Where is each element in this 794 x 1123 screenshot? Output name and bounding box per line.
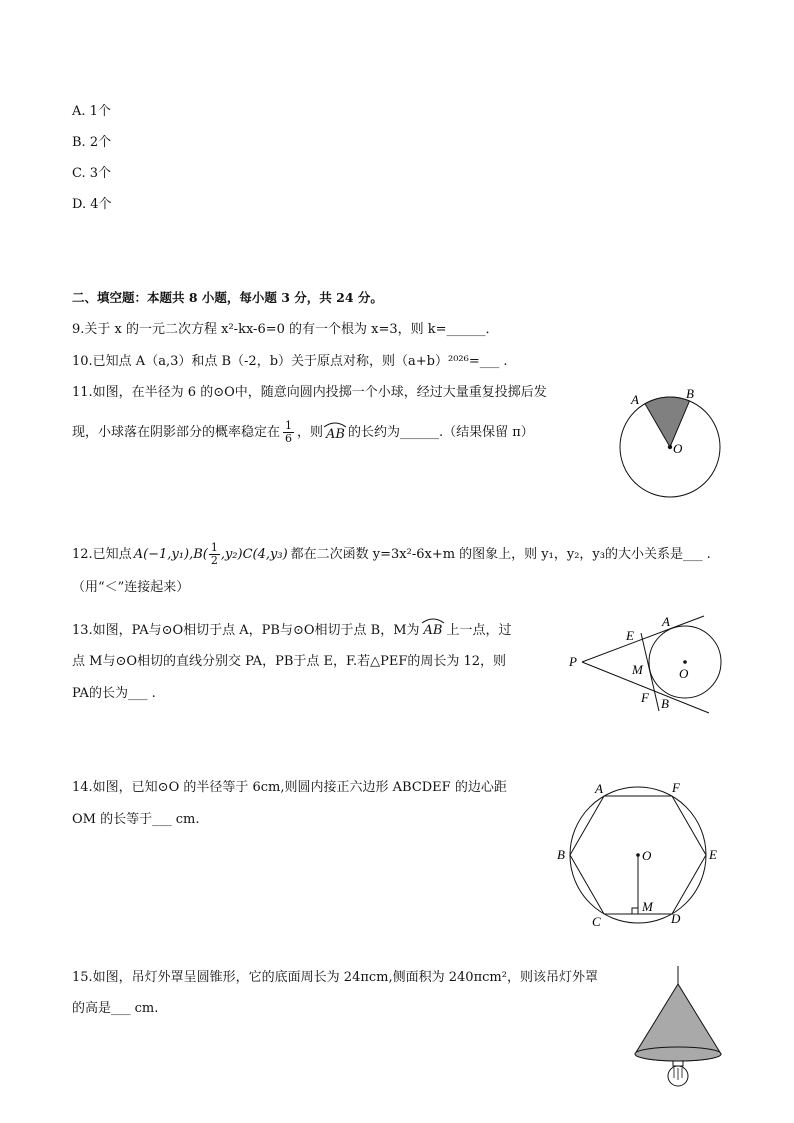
figure-14-inscribed-hexagon [552,778,732,930]
fig14-center-dot [636,853,640,857]
fig11-label-a: A [631,392,639,407]
question-12-line-1 [72,542,711,567]
question-13-line-2: 点 M与⊙O相切的直线分别交 PA，PB于点 E，F.若△PEF的周长为 12，则 [72,654,507,669]
fig13-center-dot [683,660,687,664]
fig13-line-pb [582,662,709,713]
section-heading: 二、填空题：本题共 8 小题，每小题 3 分，共 24 分。 [72,290,383,305]
fig13-label-b: B [661,696,669,711]
fig14-label-d: D [671,911,681,926]
option-c: C. 3个 [72,166,112,181]
fig11-shaded-sector [645,397,690,447]
q13-arc-label: AB [423,623,443,638]
fig11-label-b: B [686,386,694,401]
q12-points-a: A(−1,y₁),B( [133,546,208,562]
fig14-label-m: M [642,899,653,914]
figure-11-circle-sector [612,382,732,502]
arc-symbol-icon [323,421,347,428]
fig15-bulb-socket [673,1061,683,1066]
fig14-label-c: C [592,914,601,929]
q13-text-post: 上一点，过 [446,623,512,638]
question-12-line-2: （用“＜”连接起来） [72,580,190,595]
q12-text-post: 都在二次函数 y=3x²-6x+m 的图象上，则 y₁，y₂，y₃的大小关系是___ . [290,546,711,562]
q12-text-pre: 12.已知点 [72,546,132,562]
arc-symbol-icon [421,617,445,624]
q13-arc-ab [424,618,443,640]
question-13-line-3: PA的长为___ . [72,686,156,701]
fig11-center-dot [668,445,672,449]
q11-fraction-numerator: 1 [285,419,293,432]
fig14-label-f: F [672,780,680,795]
q12-points [134,542,288,567]
fig13-label-p: P [569,654,577,669]
question-14-line-2: OM 的长等于___ cm. [72,812,200,827]
q12-fraction [209,542,220,567]
fig14-right-angle-mark [632,908,638,914]
q11-fraction [283,420,294,445]
fig11-label-o: O [673,441,683,456]
figure-13-tangent-lines [564,610,724,720]
fig14-label-b: B [557,847,565,862]
q11-fraction-denominator: 6 [285,432,293,445]
fig13-label-e: E [626,628,634,643]
fig14-label-o: O [642,848,652,863]
fig14-label-e: E [709,847,717,862]
fig13-label-f: F [641,690,649,705]
question-15-line-2: 的高是___ cm. [72,1001,159,1016]
question-11-line-1: 11.如图，在半径为 6 的⊙O中，随意向圆内投掷一个小球，经过大量重复投掷后发 [72,385,547,400]
option-d: D. 4个 [72,197,112,212]
q11-arc-label: AB [326,426,345,442]
option-a: A. 1个 [72,104,111,119]
q12-fraction-numerator: 1 [210,541,218,554]
fig14-label-a: A [595,781,603,796]
fig13-label-a: A [662,614,670,629]
q11-text-mid: ，则 [297,424,324,440]
question-14-line-1: 14.如图，已知⊙O 的半径等于 6cm,则圆内接正六边形 ABCDEF 的边心距 [72,780,507,795]
fig15-cone-base [635,1047,721,1061]
q12-points-b: ,y₂)C(4,y₃) [220,546,288,562]
q11-arc-ab [326,422,345,444]
q11-text-post: 的长约为______.（结果保留 π） [347,424,534,440]
question-13-line-1 [72,618,512,640]
figure-15-cone-lampshade [628,964,728,1094]
option-b: B. 2个 [72,135,112,150]
question-15-line-1: 15.如图，吊灯外罩呈圆锥形，它的底面周长为 24πcm,侧面积为 240πcm²，则该吊灯外罩 [72,970,598,985]
fig13-label-o: O [679,666,689,681]
fig13-label-m: M [632,662,643,677]
question-11-line-2 [72,420,534,445]
question-10: 10.已知点 A（a,3）和点 B（-2，b）关于原点对称，则（a+b）²⁰²⁶=___ . [72,354,508,369]
question-9: 9.关于 x 的一元二次方程 x²-kx-6=0 的有一个根为 x=3，则 k=______． [72,322,499,337]
q11-text-pre: 现，小球落在阴影部分的概率稳定在 [72,424,281,440]
q12-fraction-denominator: 2 [210,554,218,567]
fig13-line-pa [582,616,704,662]
q13-text-pre: 13.如图，PA与⊙O相切于点 A，PB与⊙O相切于点 B，M为 [72,623,420,638]
